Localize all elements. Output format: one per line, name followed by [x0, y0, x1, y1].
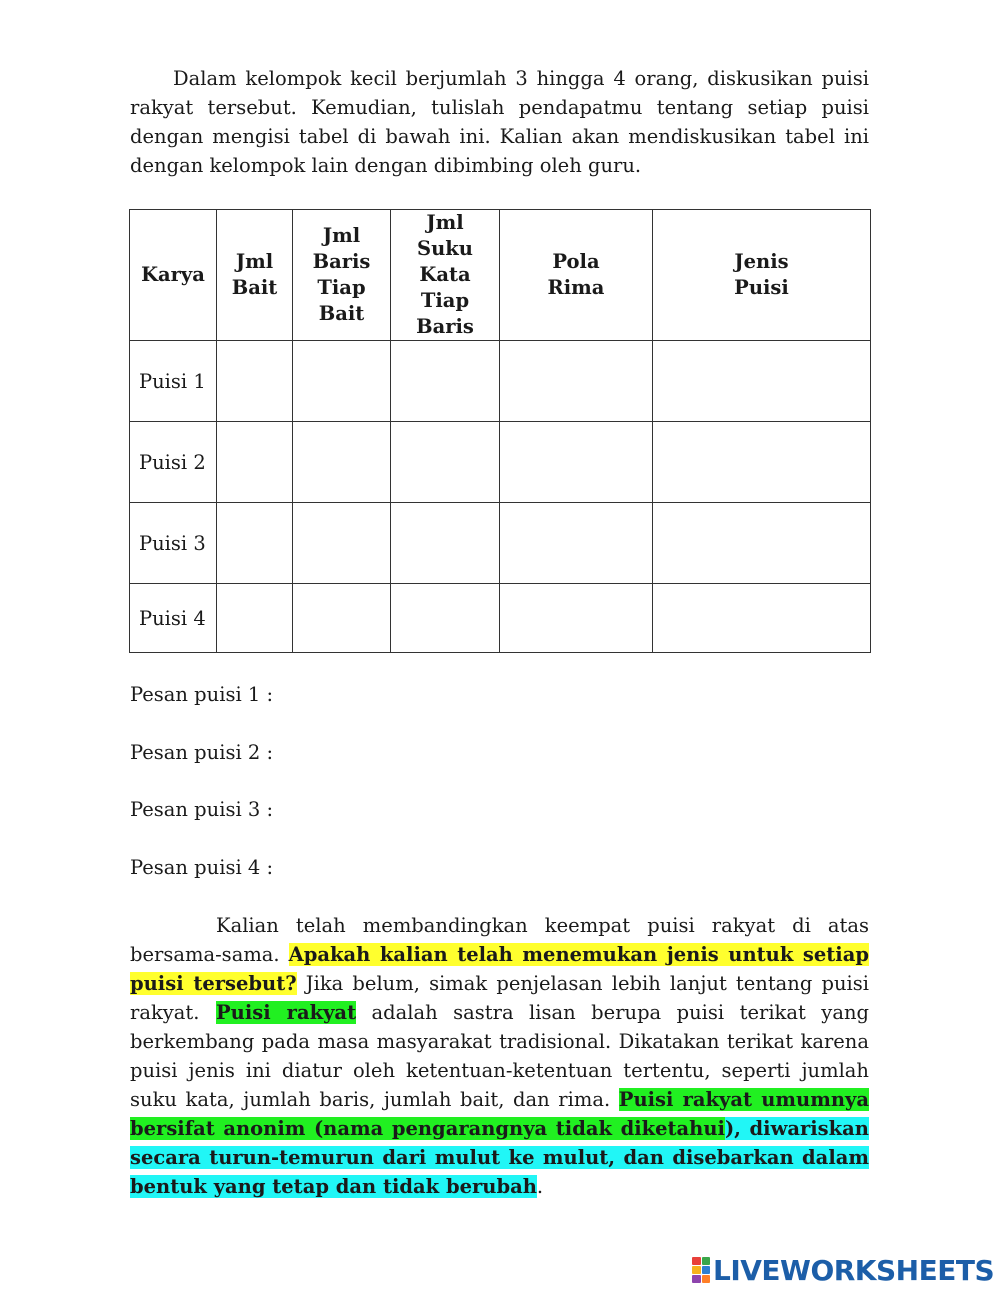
table-row — [130, 503, 871, 584]
header-jenis-puisi: Jenis Puisi — [653, 210, 871, 341]
cell-pola-rima[interactable] — [500, 584, 653, 653]
comparison-lead: Kalian telah membandingkan keempat puisi rakyat di atas bersama-sama. — [130, 914, 869, 966]
row-label: Puisi 4 — [130, 584, 217, 653]
cell-jml-suku-kata[interactable] — [391, 341, 500, 422]
row-label: Puisi 3 — [130, 503, 217, 584]
definition-body: adalah sastra lisan berupa puisi terikat yang berkembang pada masa masyarakat tradisional. Dikatakan terikat karena puisi jenis ini diatur oleh ketentuan-ketentuan tertentu, seperti jumlah suku kata, jumlah baris, jumlah bait, dan rima. — [130, 1001, 869, 1111]
cell-jml-suku-kata[interactable] — [391, 503, 500, 584]
intro-paragraph: Dalam kelompok kecil berjumlah 3 hingga 4 orang, diskusikan puisi rakyat tersebut. Kemudian, tulislah pendapatmu tentang setiap puisi dengan mengisi tabel di bawah ini. Kalian akan mendiskusikan tabel ini dengan kelompok lain dengan dibimbing oleh guru. — [130, 67, 869, 177]
cell-jenis-puisi[interactable] — [653, 584, 871, 653]
liveworksheets-logo — [692, 1255, 994, 1285]
cell-jenis-puisi[interactable] — [653, 341, 871, 422]
header-jml-bait: Jml Bait — [217, 210, 293, 341]
header-karya: Karya — [130, 210, 217, 341]
table-header-row — [130, 210, 871, 341]
cell-pola-rima[interactable] — [500, 422, 653, 503]
highlighted-term: Puisi rakyat — [216, 1001, 357, 1024]
cell-pola-rima[interactable] — [500, 503, 653, 584]
row-label: Puisi 1 — [130, 341, 217, 422]
header-jml-suku-kata-tiap-baris: Jml Suku Kata Tiap Baris — [391, 210, 500, 341]
cell-jml-baris[interactable] — [293, 503, 391, 584]
comparison-tail: Jika belum, simak penjelasan lebih lanjut tentang puisi rakyat. — [130, 972, 870, 1024]
header-jml-baris-tiap-bait: Jml Baris Tiap Bait — [293, 210, 391, 341]
cell-jml-bait[interactable] — [217, 422, 293, 503]
liveworksheets-wordmark: LIVEWORKSHEETS — [713, 1253, 995, 1287]
cell-jml-bait[interactable] — [217, 503, 293, 584]
cell-jml-baris[interactable] — [293, 422, 391, 503]
liveworksheets-mark-icon — [692, 1257, 710, 1283]
pesan-puisi-3-label: Pesan puisi 3 : — [130, 798, 274, 821]
cyan-highlight-text: ), diwariskan secara turun-temurun dari mulut ke mulut, dan disebarkan dalam bentuk yang tetap dan tidak berubah — [130, 1117, 869, 1198]
pesan-puisi-2-label: Pesan puisi 2 : — [130, 741, 274, 764]
cell-jml-bait[interactable] — [217, 584, 293, 653]
pesan-puisi-4-label: Pesan puisi 4 : — [130, 856, 274, 879]
header-pola-rima: Pola Rima — [500, 210, 653, 341]
row-label: Puisi 2 — [130, 422, 217, 503]
cell-jml-baris[interactable] — [293, 584, 391, 653]
definition-paragraph — [130, 998, 869, 1201]
green-highlight-text: Puisi rakyat umumnya bersifat anonim (nama pengarangnya tidak diketahui — [130, 1088, 869, 1140]
cell-jml-suku-kata[interactable] — [391, 422, 500, 503]
table-row — [130, 584, 871, 653]
analysis-table — [129, 209, 871, 653]
cell-jenis-puisi[interactable] — [653, 422, 871, 503]
cell-jml-baris[interactable] — [293, 341, 391, 422]
table-row — [130, 422, 871, 503]
definition-end: . — [536, 1175, 544, 1198]
highlighted-question: Apakah kalian telah menemukan jenis untuk setiap puisi tersebut? — [130, 943, 869, 995]
cell-pola-rima[interactable] — [500, 341, 653, 422]
cell-jml-bait[interactable] — [217, 341, 293, 422]
cell-jenis-puisi[interactable] — [653, 503, 871, 584]
cell-jml-suku-kata[interactable] — [391, 584, 500, 653]
pesan-puisi-1-label: Pesan puisi 1 : — [130, 683, 274, 706]
table-row — [130, 341, 871, 422]
